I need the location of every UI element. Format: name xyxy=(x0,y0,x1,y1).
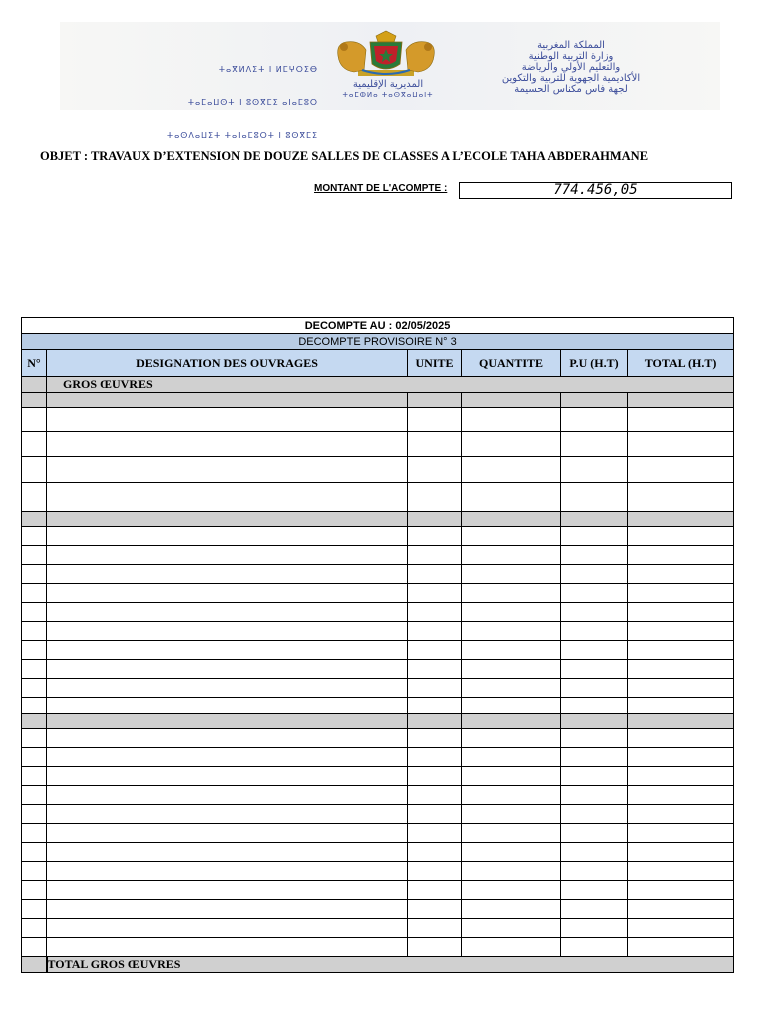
table-row xyxy=(22,881,734,900)
table-row xyxy=(22,603,734,622)
decompte-table xyxy=(21,317,734,973)
table-row xyxy=(22,824,734,843)
arabic-line: الأكاديمية الجهوية للتربية والتكوين xyxy=(501,73,641,84)
table-row xyxy=(22,622,734,641)
table-row xyxy=(22,843,734,862)
table-row xyxy=(22,862,734,881)
arabic-line: لجهة فاس مكناس الحسيمة xyxy=(514,84,628,95)
table-row xyxy=(22,679,734,698)
montant-value-box: 774.456,05 xyxy=(459,182,732,199)
document-objet: OBJET : TRAVAUX D’EXTENSION DE DOUZE SALLES DE CLASSES A L’ECOLE TAHA ABDERAHMANE xyxy=(40,149,649,163)
table-row xyxy=(22,408,734,432)
column-header-pu-ht: P.U (H.T) xyxy=(561,350,628,377)
table-row xyxy=(22,457,734,483)
table-row xyxy=(22,714,734,729)
header-arabic-bottom: المديرية الإقليمية xyxy=(352,79,424,90)
column-header-unite: UNITE xyxy=(408,350,462,377)
tifinagh-line: ⵜⴰⵙⴷⴰⵡⵉⵜ ⵜⴰⵏⴰⵎⵓⵔⵜ ⵏ ⵓⵙⴳⵎⵉ xyxy=(166,131,318,140)
column-header-designation: DESIGNATION DES OUVRAGES xyxy=(47,350,408,377)
table-row xyxy=(22,900,734,919)
decompte-date-title: DECOMPTE AU : 02/05/2025 xyxy=(22,318,734,334)
table-row xyxy=(22,641,734,660)
section-row xyxy=(22,377,734,393)
table-row xyxy=(22,432,734,457)
table-row xyxy=(22,748,734,767)
coat-of-arms-emblem xyxy=(318,30,454,78)
arabic-line: وزارة التربية الوطنية xyxy=(528,51,614,62)
decompte-provisoire-title: DECOMPTE PROVISOIRE N° 3 xyxy=(22,334,734,350)
table-row xyxy=(22,698,734,714)
table-row xyxy=(22,565,734,584)
table-row xyxy=(22,729,734,748)
tifinagh-line: ⵜⴰⵎⴰⵡⵙⵜ ⵏ ⵓⵙⴳⵎⵉ ⴰⵏⴰⵎⵓⵔ xyxy=(187,98,318,107)
table-row xyxy=(22,527,734,546)
table-row xyxy=(22,786,734,805)
tifinagh-line: ⵜⴰⴳⵍⴷⵉⵜ ⵏ ⵍⵎⵖⵔⵉⴱ xyxy=(218,65,318,74)
arabic-line: والتعليم الأولي والرياضة xyxy=(521,62,621,73)
table-row xyxy=(22,393,734,408)
table-row xyxy=(22,512,734,527)
table-row xyxy=(22,584,734,603)
section-label-gros-oeuvres: GROS ŒUVRES xyxy=(47,377,734,393)
table-row xyxy=(22,805,734,824)
table-row xyxy=(22,767,734,786)
total-gros-oeuvres-label: TOTAL GROS ŒUVRES xyxy=(47,957,734,973)
montant-label: MONTANT DE L'ACOMPTE : xyxy=(314,183,448,194)
column-header-numero: N° xyxy=(22,350,47,377)
header-tifinagh-bottom: ⵜⴰⵎⵀⵍⴰ ⵜⴰⵙⴳⴰⵡⴰⵏⵜ xyxy=(342,91,434,99)
table-row xyxy=(22,660,734,679)
table-row xyxy=(22,938,734,957)
total-row xyxy=(22,957,734,973)
table-row xyxy=(22,919,734,938)
column-header-quantite: QUANTITE xyxy=(462,350,561,377)
arabic-line: المملكة المغربية xyxy=(537,40,605,51)
table-row xyxy=(22,483,734,512)
column-header-total-ht: TOTAL (H.T) xyxy=(628,350,734,377)
table-row xyxy=(22,546,734,565)
